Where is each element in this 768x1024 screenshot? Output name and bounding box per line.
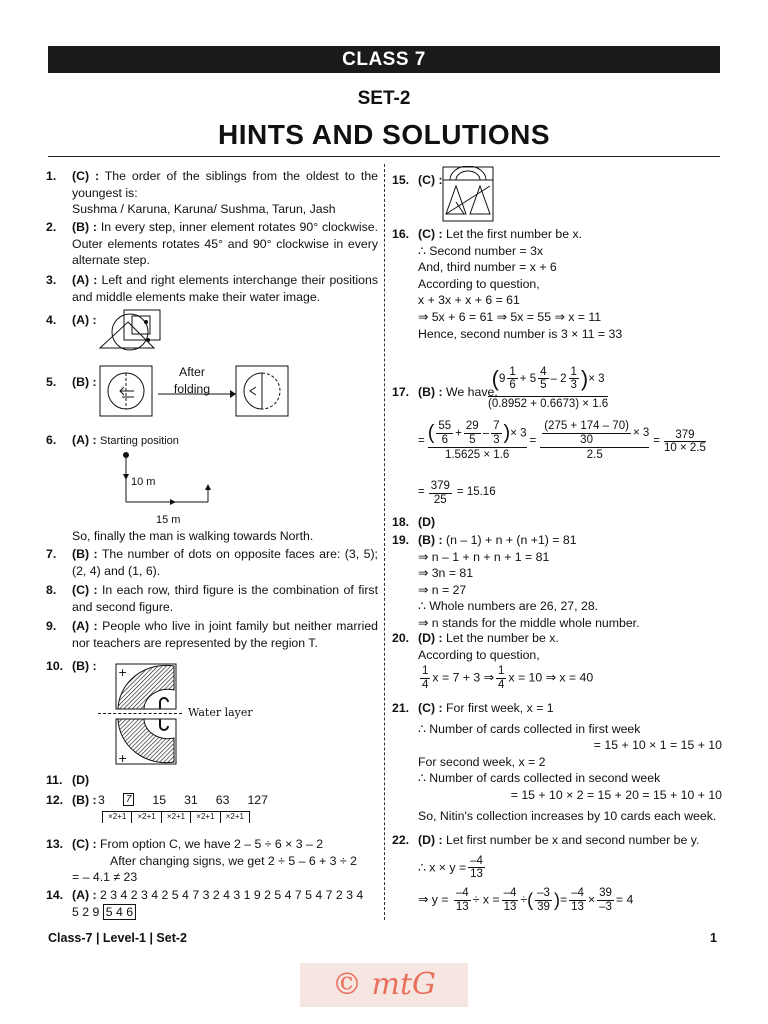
- solution-5: 5. (B) : After folding: [46, 374, 378, 391]
- solution-13: 13. (C) : From option C, we have 2 – 5 ÷ 6 × 3 – 2 After changing signs, we get 2 ÷ 5 – 6 + 3 ÷ 2 = – 4.1 ≠ 23: [46, 837, 357, 885]
- class-banner: CLASS 7: [48, 46, 720, 73]
- water-layer-line: [98, 713, 182, 714]
- solution-8: 8. (C) : In each row, third figure is the combination of first and second figure.: [46, 583, 378, 614]
- solution-22: 22. (D) : Let first number be x and second number be y. ∴ x × y = $\frac{-4}{13}$ ⇒ y = $\frac{-4}{13}$ ÷ x = $\frac{-4}{13}$ ÷( $\frac{-3}{39}$ )= $\frac{-4}{13}$ × $\frac{39}{-3}$ = 4: [392, 833, 700, 913]
- column-divider: [384, 164, 385, 920]
- solution-15: 15. (C) :: [392, 173, 443, 187]
- solution-12: 12. (B) :: [46, 793, 97, 807]
- page-title: HINTS AND SOLUTIONS: [217, 119, 551, 150]
- solution-9: 9. (A) : People who live in joint family but neither married nor teachers are represented by the region T.: [46, 619, 378, 650]
- solution-4: 4. (A) :: [46, 312, 378, 329]
- figure-q4: [98, 308, 168, 356]
- solution-14: 14. (A) : 2 3 4 2 3 4 2 5 4 7 3 2 4 3 1 9 2 5 4 7 5 4 7 2 3 4 5 2 9 5 4 6: [46, 888, 364, 919]
- distance-10m: 10 m: [131, 476, 156, 488]
- page-number: 1: [710, 931, 717, 945]
- mtg-logo: © mtG: [300, 963, 468, 1007]
- solution-10: 10. (B) :: [46, 659, 97, 673]
- solution-11: 11. (D): [46, 773, 90, 787]
- solution-19: 19. (B) : (n – 1) + n + (n +1) = 81 ⇒ n – 1 + n + n + 1 = 81 ⇒ 3n = 81 ⇒ n = 27 ∴ Whole numbers are 26, 27, 28. ⇒ n stands for the middle whole number.: [392, 533, 640, 630]
- solution-21: 21. (C) : For first week, x = 1 ∴ Number of cards collected in first week = 15 + 10 × 1 = 15 + 10 For second week, x = 2 ∴ Number of cards collected in second week = 15 + 10 × 2 = 15 + 20 = 15 + 10 + 10 So, Nitin's collection increases by 10 cards each week.: [392, 701, 722, 823]
- svg-text:+: +: [118, 666, 128, 679]
- q17-step-1: = ( $\frac{55}{6}$ + $\frac{29}{5}$ – $\frac{7}{3}$ )× 3 1.5625 × 1.6 = $\frac{(275 + 174 - 70)}{30}$ × 3 2.5 = $\frac{379}{10 \times 2.5}$: [418, 420, 706, 461]
- figure-q10-water-image: [98, 662, 178, 772]
- q17-step-2: = $\frac{379}{25}$ = 15.16: [418, 480, 496, 506]
- q17-expression: (9 $\frac{1}{6}$ + 5 $\frac{4}{5}$ – 2 $\frac{1}{3}$ )× 3 (0.8952 + 0.6673) × 1.6: [488, 365, 609, 410]
- solution-7: 7. (B) : The number of dots on opposite faces are: (3, 5); (2, 4) and (1, 6).: [46, 547, 378, 578]
- title-rule: [48, 156, 720, 157]
- solution-17: 17. (B) : We have,: [392, 385, 498, 399]
- figure-q15: [442, 166, 494, 222]
- solution-20: 20. (D) : Let the number be x. According to question, $\frac{1}{4}$ x = 7 + 3 ⇒ $\frac{1}{4}$ x = 10 ⇒ x = 40: [392, 631, 594, 691]
- solution-6: 6. (A) : Starting position: [46, 433, 179, 447]
- distance-15m: 15 m: [156, 514, 181, 526]
- solution-18: 18. (D): [392, 515, 436, 529]
- footer-class-level: Class-7 | Level-1 | Set-2: [48, 931, 188, 945]
- q6-conclusion: So, finally the man is walking towards North.: [72, 529, 314, 543]
- water-layer-label: Water layer: [188, 706, 253, 719]
- solution-3: 3. (A) : Left and right elements interchange their positions and middle elements make their water image.: [46, 273, 378, 304]
- svg-text:+: +: [118, 752, 128, 765]
- solution-1: 1. (C) : The order of the siblings from the oldest to the youngest is: Sushma / Karuna, Karuna/ Sushma, Tarun, Jash: [46, 169, 378, 217]
- solution-16: 16. (C) : Let the first number be x. ∴ Second number = 3x And, third number = x + 6 According to question, x + 3x + x + 6 = 61 ⇒ 5x + 6 = 61 ⇒ 5x = 55 ⇒ x = 11 Hence, second number is 3 × 11 = 33: [392, 227, 623, 341]
- sequence-operations: ×2+1 ×2+1 ×2+1 ×2+1 ×2+1: [102, 811, 250, 823]
- after-folding-label: After folding: [173, 365, 211, 396]
- sequence-q12: 3 7 15 31 63 127: [98, 793, 268, 807]
- solution-2: 2. (B) : In every step, inner element rotates 90° clockwise. Outer elements rotates 45° and 90° clockwise in every alternate step.: [46, 220, 379, 268]
- set-heading: SET-2: [357, 88, 411, 109]
